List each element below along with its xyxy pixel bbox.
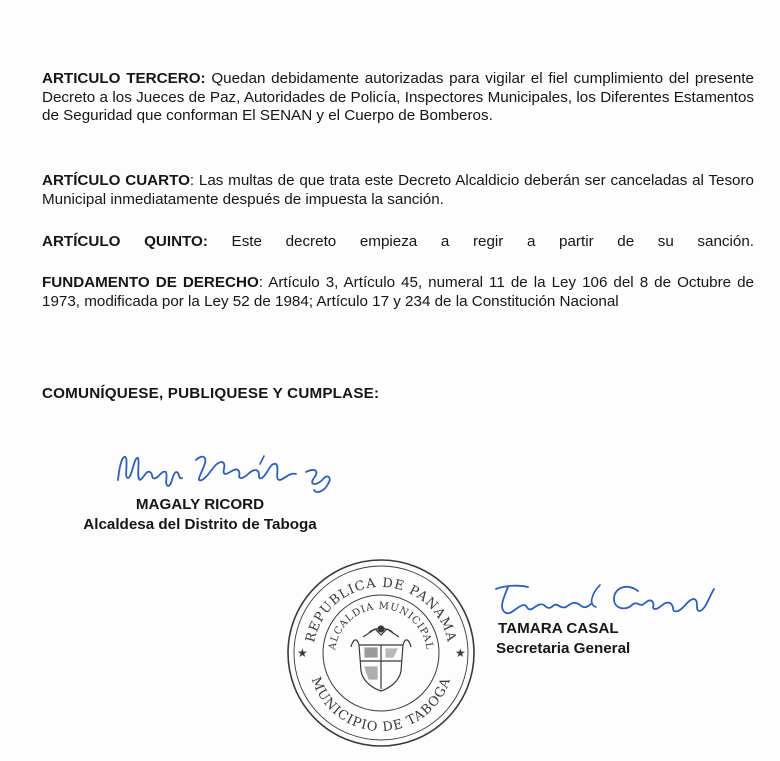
article-fourth-paragraph [42,172,754,209]
mayor-name: MAGALY RICORD [135,496,265,513]
seal-star-right-icon: ★ [455,646,466,660]
article-fifth-heading: ARTÍCULO QUINTO: [42,233,208,250]
article-third-paragraph [42,70,754,126]
article-third-heading: ARTICULO TERCERO: [42,70,206,87]
mayor-handwritten-signature [110,448,340,498]
article-fifth-paragraph [42,233,754,252]
secretary-name: TAMARA CASAL [498,620,619,637]
legal-basis-heading: FUNDAMENTO DE DERECHO [42,274,259,291]
seal-top-text: REPUBLICA DE PANAMA [303,575,459,645]
secretary-handwritten-signature [488,575,728,625]
article-fifth-body: Este decreto empieza a regir a partir de su sanción. [207,233,754,250]
article-third-body: Quedan debidamente autorizadas para vigilar el fiel cumplimiento del presente Decreto a los Jueces de Paz, Autoridades de Policía, Inspectores Municipales, los Diferentes Estamentos de Seguridad que conforman El SENAN y el Cuerpo de Bomberos. [42,70,754,125]
secretary-title: Secretaria General [496,640,631,657]
municipal-seal [283,555,478,750]
legal-basis-paragraph [42,274,754,311]
coat-of-arms-icon [351,626,411,691]
legal-basis-body: : Artículo 3, Artículo 45, numeral 11 de la Ley 106 del 8 de Octubre de 1973, modificada por la Ley 52 de 1984; Artículo 17 y 234 de la Constitución Nacional [42,274,754,310]
seal-star-left-icon: ★ [297,646,308,660]
article-fourth-body: : Las multas de que trata este Decreto Alcaldicio deberán ser canceladas al Tesoro Municipal inmediatamente después de impuesta la sanción. [42,172,754,208]
seal-bottom-text: MUNICIPIO DE TABOGA [307,675,455,736]
closing-formula: COMUNÍQUESE, PUBLIQUESE Y CUMPLASE: [42,385,380,402]
article-fourth-heading: ARTÍCULO CUARTO [42,172,190,189]
mayor-title: Alcaldesa del Distrito de Taboga [83,516,317,533]
seal-inner-text: ALCALDIA MUNICIPAL [327,600,435,651]
